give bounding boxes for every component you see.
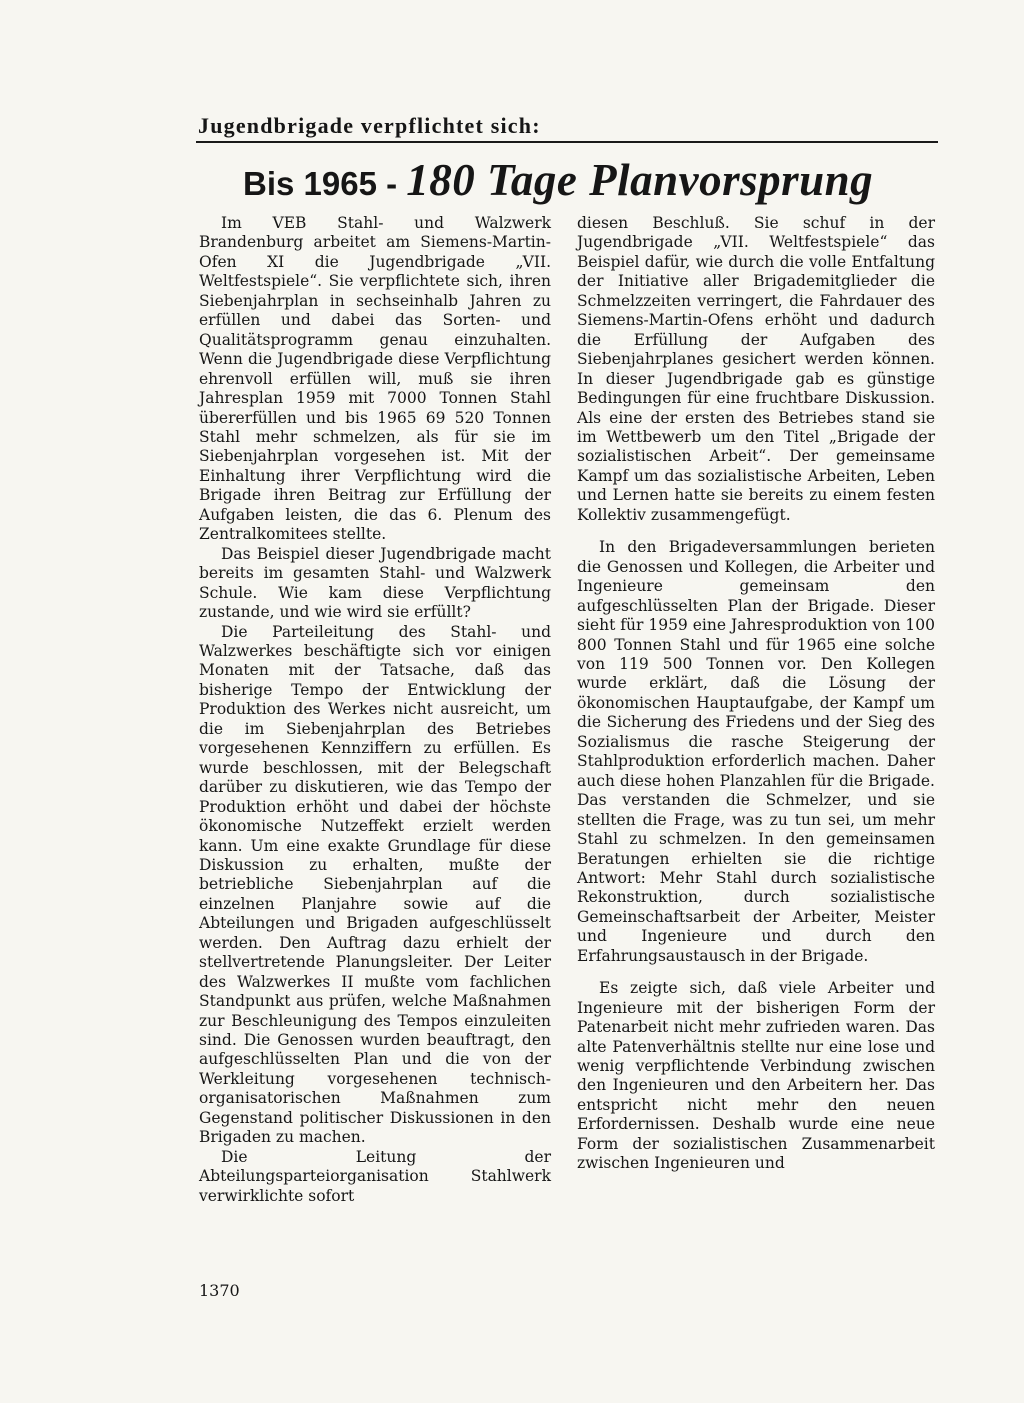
right-paragraph-2: In den Brigadeversammlungen berieten die Genossen und Kollegen, die Arbeiter und Ingenieure gemeinsam den aufgeschlüsselten Plan der Brigade. Dieser sieht für 1959 eine Jahresproduktion von 100 800 Tonnen Stahl und für 1965 eine solche von 119 500 Tonnen vor. Den Kollegen wurde erklärt, daß die Lösung der ökonomischen Hauptaufgabe, der Kampf um die Sicherung des Friedens und der Sieg des Sozialismus die rasche Steigerung der Stahlproduktion erforderlich machen. Daher auch diese hohen Planzahlen für die Brigade. Das verstanden die Schmelzer, und sie stellten die Frage, was zu tun sei, um mehr Stahl zu schmelzen. In den gemeinsamen Beratungen erhielten sie die richtige Antwort: Mehr Stahl durch sozialistische Rekonstruktion, durch sozialistische Gemeinschaftsarbeit der Arbeiter, Meister und Ingenieure und durch den Erfahrungsaustausch in der Brigade.	[577, 538, 935, 965]
headline	[243, 150, 903, 214]
headline-prefix: Bis 1965 -	[243, 165, 407, 202]
left-paragraph-4: Die Leitung der Abteilungsparteiorganisation Stahlwerk verwirklichte sofort	[199, 1147, 551, 1205]
headline-main: 180 Tage Planvorsprung	[406, 155, 874, 205]
left-column	[199, 214, 551, 1206]
right-paragraph-1: diesen Beschluß. Sie schuf in der Jugendbrigade „VII. Weltfestspiele“ das Beispiel dafür, wie durch die volle Entfaltung der Initiative aller Brigademitglieder die Schmelzzeiten verringert, die Fahrdauer des Siemens-Martin-Ofens erhöht und dadurch die Erfüllung der Aufgaben des Siebenjahrplanes gesichert werden können. In dieser Jugendbrigade gab es günstige Bedingungen für eine fruchtbare Diskussion. Als eine der ersten des Betriebes stand sie im Wettbewerb um den Titel „Brigade der sozialistischen Arbeit“. Der gemeinsame Kampf um das sozialistische Arbeiten, Leben und Lernen hatte sie bereits zu einem festen Kollektiv zusammengefügt.	[577, 214, 935, 524]
left-paragraph-2: Das Beispiel dieser Jugendbrigade macht bereits im gesamten Stahl- und Walzwerk Schule. Wie kam diese Verpflichtung zustande, und wie wird sie erfüllt?	[199, 544, 551, 622]
kicker-rule	[196, 141, 938, 143]
left-paragraph-1: Im VEB Stahl- und Walzwerk Brandenburg arbeitet am Siemens-Martin-Ofen XI die Jugendbrigade „VII. Weltfestspiele“. Sie verpflichtete sich, ihren Siebenjahrplan in sechseinhalb Jahren zu erfüllen und dabei das Sorten- und Qualitätsprogramm genau einzuhalten. Wenn die Jugendbrigade diese Verpflichtung ehrenvoll erfüllen will, muß sie ihren Jahresplan 1959 mit 7000 Tonnen Stahl übererfüllen und bis 1965 69 520 Tonnen Stahl mehr schmelzen, als für sie im Siebenjahrplan vorgesehen ist. Mit der Einhaltung ihrer Verpflichtung wird die Brigade ihren Beitrag zur Erfüllung der Aufgaben leisten, die das 6. Plenum des Zentralkomitees stellte.	[199, 214, 551, 544]
left-paragraph-3: Die Parteileitung des Stahl- und Walzwerkes beschäftigte sich vor einigen Monaten mit der Tatsache, daß das bisherige Tempo der Entwicklung der Produktion des Werkes nicht ausreicht, um die im Siebenjahrplan des Betriebes vorgesehenen Kennziffern zu erfüllen. Es wurde beschlossen, mit der Belegschaft darüber zu diskutieren, wie das Tempo der Produktion erhöht und dabei der höchste ökonomische Nutzeffekt erzielt werden kann. Um eine exakte Grundlage für diese Diskussion zu erhalten, mußte der betriebliche Siebenjahrplan auf die einzelnen Planjahre sowie auf die Abteilungen und Brigaden aufgeschlüsselt werden. Den Auftrag dazu erhielt der stellvertretende Planungsleiter. Der Leiter des Walzwerkes II mußte vom fachlichen Standpunkt aus prüfen, welche Maßnahmen zur Beschleunigung des Tempos einzuleiten sind. Die Genossen wurden beauftragt, den aufgeschlüsselten Plan und die von der Werkleitung vorgesehenen technisch-organisatorischen Maßnahmen zum Gegenstand politischer Diskussionen in den Brigaden zu machen.	[199, 622, 551, 1147]
right-paragraph-3: Es zeigte sich, daß viele Arbeiter und Ingenieure mit der bisherigen Form der Patenarbeit nicht mehr zufrieden waren. Das alte Patenverhältnis stellte nur eine lose und wenig verpflichtende Verbindung zwischen den Ingenieuren und den Arbeitern her. Das entspricht nicht mehr den neuen Erfordernissen. Deshalb wurde eine neue Form der sozialistischen Zusammenarbeit zwischen Ingenieuren und	[577, 979, 935, 1173]
right-column	[577, 214, 935, 1174]
page-number: 1370	[199, 1281, 240, 1300]
kicker-line: Jugendbrigade verpflichtet sich:	[198, 113, 541, 138]
